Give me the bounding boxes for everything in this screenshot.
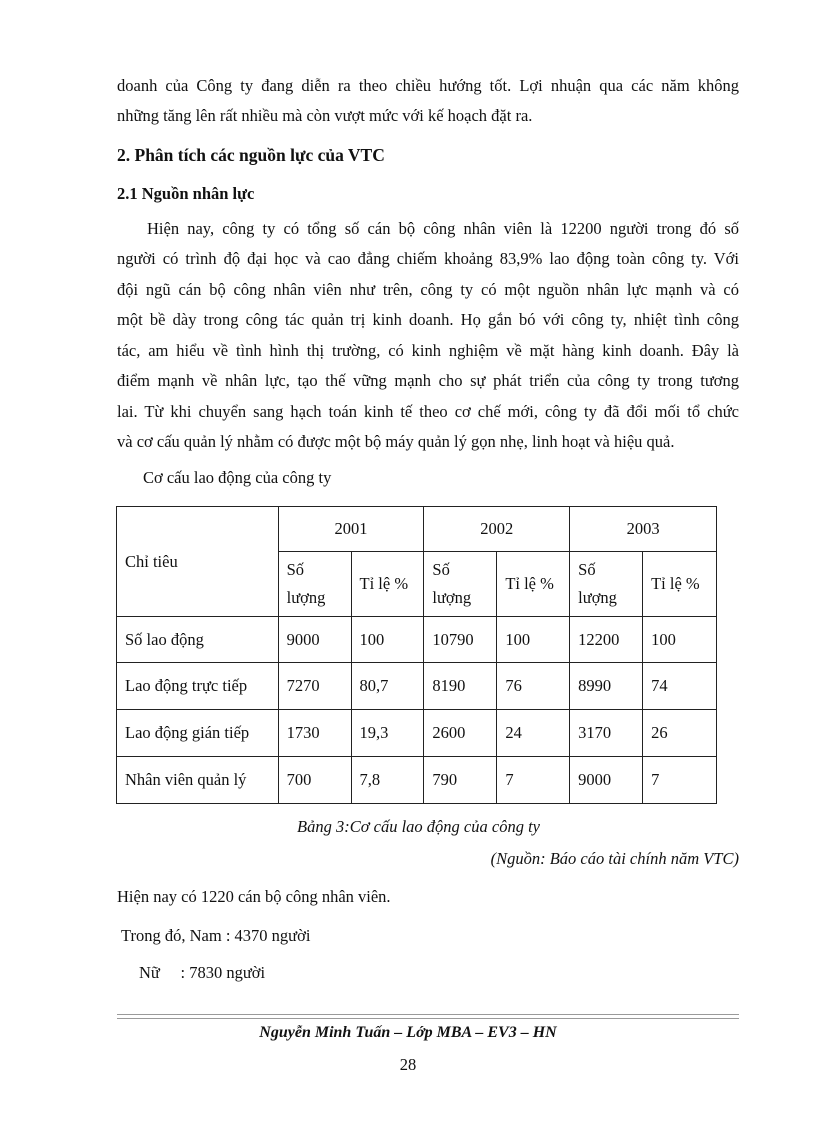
cell-qty-2003: 3170 <box>570 710 643 757</box>
cell-qty-2003: 9000 <box>570 757 643 804</box>
cell-qty-2002: 790 <box>424 757 497 804</box>
header-qty-2001-line1: Số <box>286 560 305 579</box>
header-qty-2003-line2: lượng <box>578 588 617 607</box>
cell-rate-2003: 74 <box>643 663 717 710</box>
header-rate-2001: Tỉ lệ % <box>351 552 424 617</box>
page-number: 28 <box>399 1055 417 1074</box>
paragraph-line-2: người có trình độ đại học và cao đẳng chiếm khoảng 83,9% lao động toàn công ty. Với <box>117 249 739 268</box>
header-year-2003: 2003 <box>570 507 717 552</box>
row-label: Lao động trực tiếp <box>117 663 279 710</box>
table-intro: Cơ cấu lao động của công ty <box>143 468 332 487</box>
row-label: Nhân viên quản lý <box>117 757 279 804</box>
paragraph-line-4: một bề dày trong công tác quản trị kinh doanh. Họ gắn bó với công ty, nhiệt tình công <box>117 310 739 329</box>
cell-rate-2001: 80,7 <box>351 663 424 710</box>
summary-line-1: Hiện nay có 1220 cán bộ công nhân viên. <box>117 887 391 906</box>
paragraph-line-7: lai. Từ khi chuyển sang hạch toán kinh tế theo cơ chế mới, công ty đã đổi mối tổ chức <box>117 402 739 421</box>
labor-structure-table <box>116 506 717 804</box>
cell-qty-2001: 700 <box>278 757 351 804</box>
summary-line-2: Trong đó, Nam : 4370 người <box>121 926 311 945</box>
cell-rate-2003: 7 <box>643 757 717 804</box>
footer-author: Nguyễn Minh Tuấn – Lớp MBA – EV3 – HN <box>259 1024 557 1041</box>
table-row <box>117 757 717 804</box>
table-row <box>117 710 717 757</box>
intro-line-1: doanh của Công ty đang diễn ra theo chiều hướng tốt. Lợi nhuận qua các năm không <box>117 76 739 95</box>
cell-qty-2002: 10790 <box>424 617 497 663</box>
section-subtitle: 2.1 Nguồn nhân lực <box>117 184 255 203</box>
table-row <box>117 617 717 663</box>
table-header-years-row <box>117 507 717 552</box>
intro-line-2: những tăng lên rất nhiều mà còn vượt mức với kế hoạch đặt ra. <box>117 106 533 125</box>
table-caption: Bảng 3:Cơ cấu lao động của công ty <box>297 817 540 836</box>
cell-rate-2001: 100 <box>351 617 424 663</box>
cell-rate-2003: 26 <box>643 710 717 757</box>
header-year-2002: 2002 <box>424 507 570 552</box>
summary-line-3: Nữ : 7830 người <box>139 963 266 982</box>
cell-rate-2001: 19,3 <box>351 710 424 757</box>
header-rate-2002: Tỉ lệ % <box>497 552 570 617</box>
paragraph-line-5: tác, am hiểu về tình hình thị trường, có kinh nghiệm về mặt hàng kinh doanh. Đây là <box>117 341 739 360</box>
cell-rate-2002: 24 <box>497 710 570 757</box>
paragraph-line-6: điểm mạnh về nhân lực, tạo thế vững mạnh cho sự phát triển của công ty trong tương <box>117 371 739 390</box>
cell-rate-2003: 100 <box>643 617 717 663</box>
paragraph-line-8: và cơ cấu quản lý nhằm có được một bộ máy quản lý gọn nhẹ, linh hoạt và hiệu quả. <box>117 432 675 451</box>
cell-qty-2002: 2600 <box>424 710 497 757</box>
header-qty-2001 <box>278 552 351 617</box>
row-label: Lao động gián tiếp <box>117 710 279 757</box>
header-year-2001: 2001 <box>278 507 424 552</box>
header-chi-tieu: Chỉ tiêu <box>117 507 279 617</box>
header-qty-2002 <box>424 552 497 617</box>
cell-qty-2001: 1730 <box>278 710 351 757</box>
cell-rate-2001: 7,8 <box>351 757 424 804</box>
header-qty-2003 <box>570 552 643 617</box>
footer-divider <box>117 1014 739 1019</box>
paragraph-line-3: đội ngũ cán bộ công nhân viên như trên, công ty có một nguồn nhân lực mạnh và có <box>117 280 739 299</box>
cell-rate-2002: 76 <box>497 663 570 710</box>
cell-rate-2002: 100 <box>497 617 570 663</box>
row-label: Số lao động <box>117 617 279 663</box>
header-qty-2002-line2: lượng <box>432 588 472 607</box>
table-source: (Nguồn: Báo cáo tài chính năm VTC) <box>490 849 739 868</box>
header-qty-2002-line1: Số <box>432 560 450 579</box>
section-title: 2. Phân tích các nguồn lực của VTC <box>117 145 385 165</box>
cell-rate-2002: 7 <box>497 757 570 804</box>
cell-qty-2001: 9000 <box>278 617 351 663</box>
cell-qty-2001: 7270 <box>278 663 351 710</box>
paragraph-line-1: Hiện nay, công ty có tổng số cán bộ công nhân viên là 12200 người trong đó số <box>147 219 739 238</box>
cell-qty-2002: 8190 <box>424 663 497 710</box>
cell-qty-2003: 8990 <box>570 663 643 710</box>
header-qty-2003-line1: Số <box>578 560 596 579</box>
table-row <box>117 663 717 710</box>
header-qty-2001-line2: lượng <box>286 588 326 607</box>
cell-qty-2003: 12200 <box>570 617 643 663</box>
header-rate-2003: Tỉ lệ % <box>643 552 717 617</box>
